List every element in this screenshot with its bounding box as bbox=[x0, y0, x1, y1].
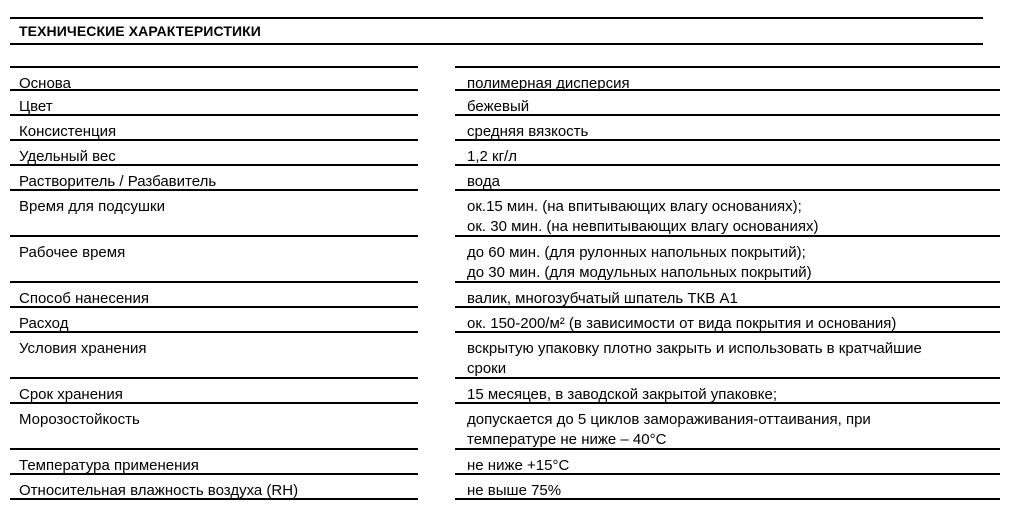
row-value-line: ок. 30 мин. (на невпитывающих влагу основаниях) bbox=[467, 218, 819, 235]
row-label: Морозостойкость bbox=[10, 404, 418, 450]
row-value bbox=[455, 191, 1000, 237]
row-value-line: вода bbox=[467, 173, 500, 190]
row-value-line: температуре не ниже – 40°С bbox=[467, 431, 667, 448]
row-value-line: бежевый bbox=[467, 98, 530, 115]
row-label: Условия хранения bbox=[10, 333, 418, 379]
row-value bbox=[455, 308, 1000, 333]
table-row bbox=[10, 475, 1000, 500]
table-row bbox=[10, 141, 1000, 166]
row-label: Цвет bbox=[10, 91, 418, 116]
row-label: Растворитель / Разбавитель bbox=[10, 166, 418, 191]
row-value-line: не ниже +15°С bbox=[467, 457, 570, 474]
table-row bbox=[10, 116, 1000, 141]
row-value-line: ок. 150-200/м² (в зависимости от вида покрытия и основания) bbox=[467, 315, 897, 332]
table-row bbox=[10, 379, 1000, 404]
row-value bbox=[455, 166, 1000, 191]
row-label: Относительная влажность воздуха (RH) bbox=[10, 475, 418, 500]
row-value bbox=[455, 475, 1000, 500]
row-value-line: валик, многозубчатый шпатель ТКВ А1 bbox=[467, 290, 738, 307]
table-row bbox=[10, 404, 1000, 450]
row-value-line: до 60 мин. (для рулонных напольных покрытий); bbox=[467, 244, 806, 261]
row-value-line: полимерная дисперсия bbox=[467, 75, 630, 92]
row-value-line: не выше 75% bbox=[467, 482, 562, 499]
row-value-line: ок.15 мин. (на впитывающих влагу основаниях); bbox=[467, 198, 802, 215]
table-row bbox=[10, 450, 1000, 475]
table-row bbox=[10, 237, 1000, 283]
row-label: Основа bbox=[10, 66, 418, 91]
row-value-line: 1,2 кг/л bbox=[467, 148, 517, 165]
section-header bbox=[10, 17, 983, 45]
row-value bbox=[455, 237, 1000, 283]
row-value-line: сроки bbox=[467, 360, 507, 377]
row-value bbox=[455, 404, 1000, 450]
table-row bbox=[10, 308, 1000, 333]
row-label: Рабочее время bbox=[10, 237, 418, 283]
row-value bbox=[455, 66, 1000, 91]
row-value-line: 15 месяцев, в заводской закрытой упаковке; bbox=[467, 386, 777, 403]
row-value bbox=[455, 379, 1000, 404]
row-label: Консистенция bbox=[10, 116, 418, 141]
row-value bbox=[455, 283, 1000, 308]
row-value bbox=[455, 116, 1000, 141]
row-label: Время для подсушки bbox=[10, 191, 418, 237]
row-value bbox=[455, 141, 1000, 166]
row-label: Расход bbox=[10, 308, 418, 333]
row-value-line: допускается до 5 циклов замораживания-оттаивания, при bbox=[467, 411, 871, 428]
table-row bbox=[10, 66, 1000, 91]
row-value-line: до 30 мин. (для модульных напольных покрытий) bbox=[467, 264, 812, 281]
table-row bbox=[10, 91, 1000, 116]
table-row bbox=[10, 283, 1000, 308]
row-value bbox=[455, 91, 1000, 116]
row-label: Удельный вес bbox=[10, 141, 418, 166]
row-value bbox=[455, 450, 1000, 475]
table-row bbox=[10, 166, 1000, 191]
row-value-line: средняя вязкость bbox=[467, 123, 589, 140]
row-label: Температура применения bbox=[10, 450, 418, 475]
row-value-line: вскрытую упаковку плотно закрыть и использовать в кратчайшие bbox=[467, 340, 922, 357]
table-row bbox=[10, 333, 1000, 379]
section-title: ТЕХНИЧЕСКИЕ ХАРАКТЕРИСТИКИ bbox=[19, 23, 261, 39]
row-label: Способ нанесения bbox=[10, 283, 418, 308]
row-label: Срок хранения bbox=[10, 379, 418, 404]
table-row bbox=[10, 191, 1000, 237]
spec-table bbox=[10, 66, 1000, 500]
row-value bbox=[455, 333, 1000, 379]
